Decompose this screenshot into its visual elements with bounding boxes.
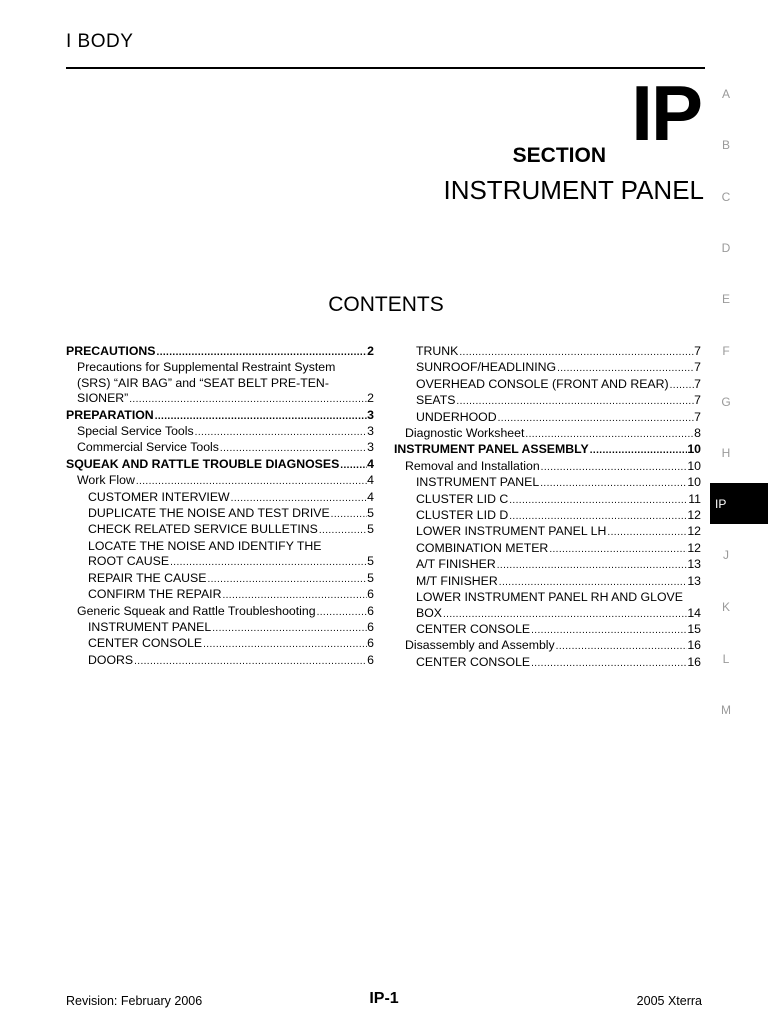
toc-entry-title: Commercial Service Tools [77,440,219,455]
toc-entry[interactable] [394,655,701,671]
toc-entry[interactable] [66,571,374,587]
contents-heading: CONTENTS [328,293,444,316]
toc-dot-leader [230,491,368,506]
side-index-letter-j[interactable]: J [723,548,729,562]
toc-entry[interactable] [394,344,701,360]
toc-entry[interactable] [66,424,374,440]
toc-entry-title: DOORS [88,652,134,667]
toc-entry-title: CLUSTER LID D [416,508,509,523]
toc-entry[interactable] [66,440,374,456]
toc-entry-title: CLUSTER LID C [416,491,509,506]
toc-dot-leader [455,394,694,409]
toc-dot-leader [508,493,688,508]
toc-entry[interactable] [394,524,701,540]
toc-entry-title: INSTRUMENT PANEL ASSEMBLY [394,442,589,457]
toc-entry[interactable] [394,393,701,409]
toc-entry[interactable] [66,620,374,636]
toc-dot-leader [318,523,367,538]
toc-entry-page: 3 [367,407,374,422]
toc-entry[interactable] [66,522,374,538]
toc-entry[interactable] [394,377,701,393]
toc-dot-leader [606,525,687,540]
toc-entry-page: 12 [687,540,701,555]
side-index-letter-g[interactable]: G [721,395,731,409]
side-index-letter-c[interactable]: C [721,190,731,204]
toc-entry-page: 4 [367,456,374,471]
toc-entry-page: 5 [367,554,374,569]
toc-entry[interactable] [394,442,701,458]
toc-entry-title: Generic Squeak and Rattle Troubleshooting [77,603,316,618]
toc-dot-leader [128,392,367,407]
toc-entry-title: A/T FINISHER [416,557,496,572]
toc-entry-page: 12 [687,508,701,523]
toc-entry[interactable] [394,492,701,508]
side-index-letter-k[interactable]: K [721,600,730,614]
toc-dot-leader [498,575,688,590]
toc-entry[interactable] [66,506,374,522]
toc-dot-leader [508,509,687,524]
toc-entry-page: 5 [367,522,374,537]
toc-entry-page: 6 [367,587,374,602]
toc-entry-title: SEATS [416,393,456,408]
toc-dot-leader [669,378,695,393]
toc-entry-line: LOWER INSTRUMENT PANEL RH AND GLOVE [416,590,683,605]
side-index-letter-f[interactable]: F [722,344,730,358]
header-divider [66,67,705,69]
toc-dot-leader [539,476,687,491]
toc-entry[interactable] [66,604,374,620]
toc-dot-leader [556,361,694,376]
toc-dot-leader [221,588,367,603]
toc-entry-page: 10 [687,458,701,473]
toc-entry-page: 12 [687,524,701,539]
toc-entry[interactable] [394,541,701,557]
toc-dot-leader [548,542,687,557]
toc-entry[interactable] [66,587,374,603]
toc-entry-title: CONFIRM THE REPAIR [88,587,222,602]
toc-entry-title: COMBINATION METER [416,540,549,555]
toc-entry-page: 4 [367,473,374,488]
toc-dot-leader [211,621,367,636]
toc-dot-leader [330,507,367,522]
toc-dot-leader [530,656,687,671]
toc-dot-leader [135,474,367,489]
toc-right-column [394,344,701,671]
toc-dot-leader [497,411,695,426]
toc-entry-page: 10 [687,475,701,490]
toc-entry[interactable] [66,408,374,424]
toc-dot-leader [589,443,688,458]
toc-entry-page: 16 [687,654,701,669]
toc-entry-page: 5 [367,506,374,521]
toc-dot-leader [169,555,367,570]
toc-entry-title: CENTER CONSOLE [416,621,531,636]
toc-entry-title: PRECAUTIONS [66,344,156,358]
toc-entry-page: 6 [367,636,374,651]
toc-entry-page: 11 [688,491,701,506]
side-index-active-tab[interactable] [710,483,768,524]
toc-entry-title: INSTRUMENT PANEL [416,475,540,490]
toc-entry-page: 7 [694,344,701,358]
toc-entry-title: LOWER INSTRUMENT PANEL LH [416,524,607,539]
toc-entry[interactable] [394,574,701,590]
toc-dot-leader [339,458,367,473]
toc-entry-title: PREPARATION [66,407,154,422]
toc-entry[interactable] [394,410,701,426]
toc-entry-page: 2 [367,344,374,358]
toc-entry[interactable] [394,475,701,491]
section-label: SECTION [512,144,606,167]
toc-dot-leader [316,605,368,620]
footer-revision: Revision: February 2006 [66,994,203,1008]
toc-entry-page: 6 [367,619,374,634]
toc-dot-leader [496,558,688,573]
toc-entry-page: 3 [367,440,374,455]
toc-entry-page: 6 [367,652,374,667]
toc-entry-page: 7 [694,393,701,408]
side-index-letter-a[interactable]: A [721,87,730,101]
section-name: INSTRUMENT PANEL [443,175,704,205]
toc-entry-page: 8 [694,426,701,441]
toc-dot-leader [133,654,367,669]
toc-entry-title: TRUNK [416,344,459,358]
toc-entry-page: 15 [687,621,701,636]
toc-dot-leader [219,441,367,456]
toc-entry-title: REPAIR THE CAUSE [88,570,207,585]
toc-entry[interactable] [66,344,374,360]
toc-dot-leader [156,345,368,360]
toc-entry-title: Removal and Installation [405,458,540,473]
toc-entry-page: 7 [694,376,701,391]
toc-entry-page: 3 [367,424,374,439]
toc-entry-title: CENTER CONSOLE [88,636,203,651]
book-part-title: I BODY [66,31,134,52]
toc-entry-title: ROOT CAUSE [88,554,170,569]
toc-entry-page: 13 [687,557,701,572]
toc-entry-title: UNDERHOOD [416,409,497,424]
toc-entry-line: (SRS) “AIR BAG” and “SEAT BELT PRE-TEN- [77,375,329,390]
toc-entry-title: Disassembly and Assembly [405,638,555,653]
footer-model: 2005 Xterra [636,994,702,1008]
toc-dot-leader [154,409,367,424]
toc-entry[interactable] [66,554,374,570]
side-index-letter-b[interactable]: B [721,138,730,152]
toc-entry-page: 4 [367,489,374,504]
toc-entry-page: 14 [687,605,701,620]
toc-entry[interactable] [394,606,701,622]
toc-entry[interactable] [66,391,374,407]
toc-dot-leader [555,639,688,654]
toc-entry-title: CHECK RELATED SERVICE BULLETINS [88,522,318,537]
toc-entry[interactable] [66,457,374,473]
side-index-letter-l[interactable]: L [722,652,730,666]
toc-entry-page: 7 [694,409,701,424]
side-index-letter-d[interactable]: D [721,241,731,255]
toc-entry-line: Precautions for Supplemental Restraint System [77,360,336,375]
toc-dot-leader [442,607,687,622]
toc-entry-page: 5 [367,570,374,585]
toc-dot-leader [458,345,694,360]
toc-entry-title: OVERHEAD CONSOLE (FRONT AND REAR) [416,376,669,391]
toc-entry-title: BOX [416,605,442,620]
toc-entry-title: SIONER” [77,391,129,406]
toc-dot-leader [206,572,367,587]
toc-entry-title: Special Service Tools [77,424,194,439]
toc-entry-title: CUSTOMER INTERVIEW [88,489,230,504]
section-code: IP [631,69,701,157]
toc-entry[interactable] [394,426,701,442]
side-index-letter-m[interactable]: M [721,703,731,717]
toc-dot-leader [194,425,368,440]
toc-entry-title: SUNROOF/HEADLINING [416,360,557,375]
toc-entry-page: 6 [367,603,374,618]
toc-entry-page: 13 [687,573,701,588]
toc-entry[interactable] [66,473,374,489]
toc-entry-title: DUPLICATE THE NOISE AND TEST DRIVE [88,506,330,521]
toc-dot-leader [530,623,687,638]
toc-entry[interactable] [394,508,701,524]
toc-left-column [66,344,374,669]
toc-entry-title: INSTRUMENT PANEL [88,619,212,634]
side-index-letter-e[interactable]: E [721,292,730,306]
toc-entry-page: 10 [687,442,701,457]
toc-entry[interactable] [66,653,374,669]
toc-entry[interactable] [394,622,701,638]
toc-entry[interactable] [394,459,701,475]
toc-entry[interactable] [394,557,701,573]
toc-entry[interactable] [394,360,701,376]
toc-entry-title: CENTER CONSOLE [416,654,531,669]
footer-page-number: IP-1 [369,990,399,1007]
toc-entry-title: M/T FINISHER [416,573,498,588]
toc-dot-leader [540,460,688,475]
toc-entry-page: 16 [687,638,701,653]
toc-entry[interactable] [66,490,374,506]
toc-entry[interactable] [394,638,701,654]
toc-dot-leader [202,637,367,652]
toc-entry-title: Diagnostic Worksheet [405,426,525,441]
toc-entry-page: 7 [694,360,701,375]
side-index-letter-h[interactable]: H [721,446,731,460]
side-index-active-label: IP [715,497,727,511]
toc-entry-title: Work Flow [77,473,135,488]
toc-entry-title: SQUEAK AND RATTLE TROUBLE DIAGNOSES [66,456,340,471]
toc-entry-line: LOCATE THE NOISE AND IDENTIFY THE [88,538,322,553]
toc-entry[interactable] [66,636,374,652]
toc-entry-page: 2 [367,391,374,406]
toc-dot-leader [524,427,694,442]
